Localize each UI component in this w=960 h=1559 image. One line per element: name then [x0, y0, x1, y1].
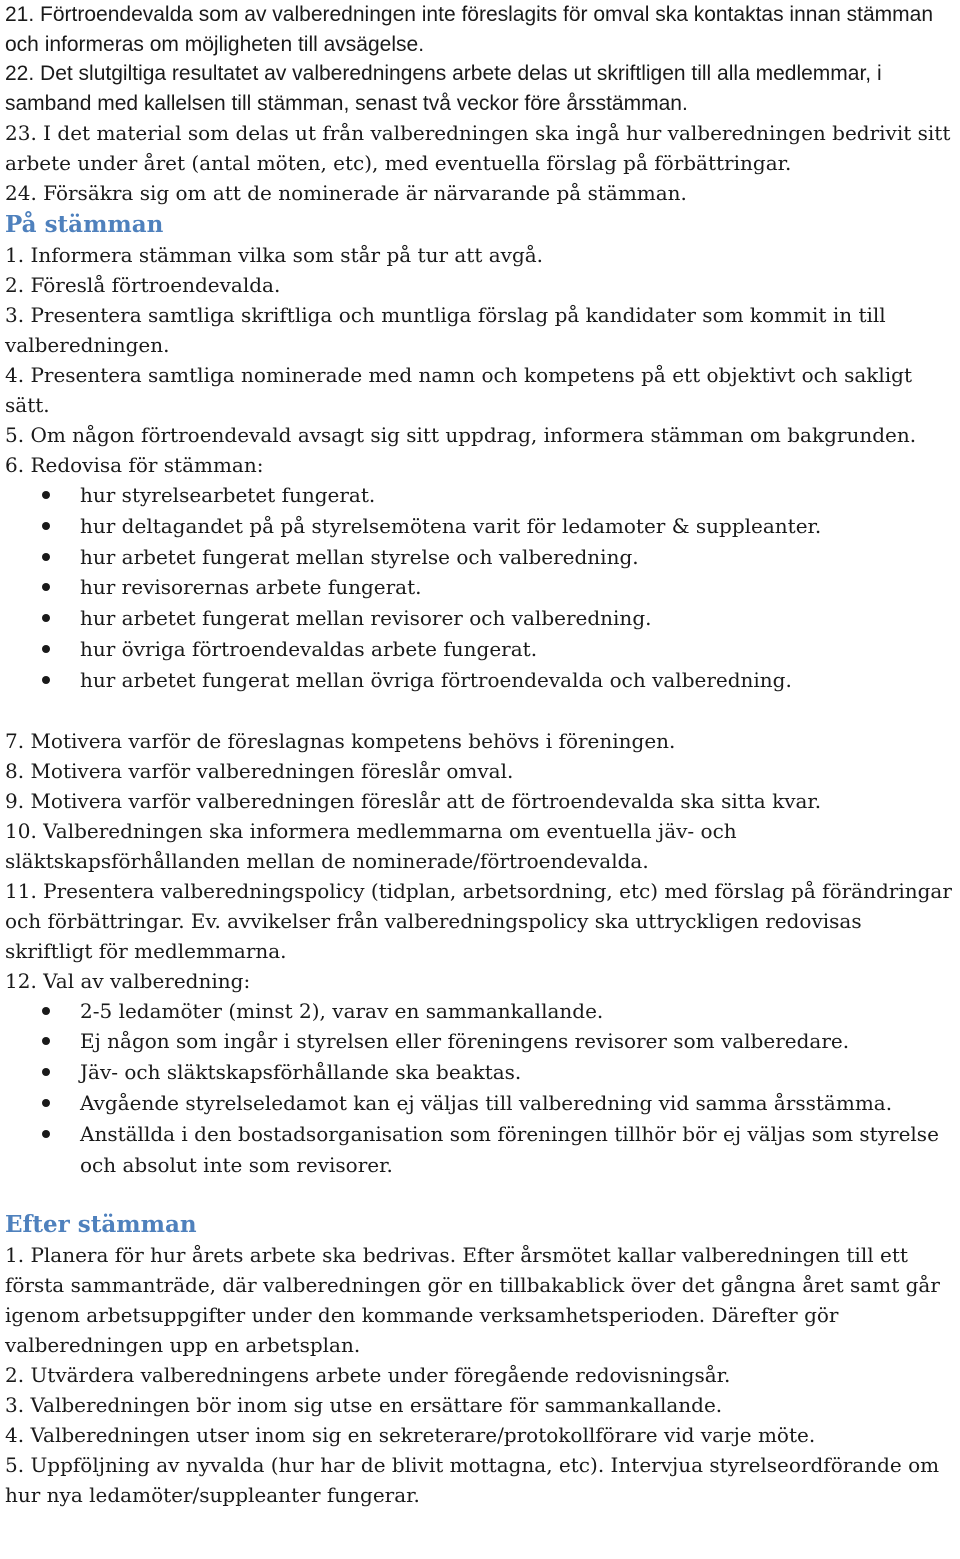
list-item-23: 23. I det material som delas ut från valberedningen ska ingå hur valberedningen bedrivit sitt arbete under året (antal möten, etc), med eventuella förslag på förbättringar.	[5, 121, 951, 175]
list-item: 2. Utvärdera valberedningens arbete under föregående redovisningsår.	[5, 1363, 731, 1388]
bullet-item: hur övriga förtroendevaldas arbete fungerat.	[5, 634, 955, 665]
list-item: 2. Föreslå förtroendevalda.	[5, 273, 281, 297]
document-page	[5, 0, 955, 1510]
list-item: 1. Informera stämman vilka som står på tur att avgå.	[5, 243, 544, 267]
bullet-item: hur arbetet fungerat mellan styrelse och valberedning.	[5, 542, 955, 573]
bullet-item: hur revisorernas arbete fungerat.	[5, 572, 955, 603]
bullet-item: hur styrelsearbetet fungerat.	[5, 480, 955, 511]
bullet-item: 2-5 ledamöter (minst 2), varav en sammankallande.	[5, 996, 955, 1027]
list-item: 4. Valberedningen utser inom sig en sekreterare/protokollförare vid varje möte.	[5, 1423, 816, 1448]
bullet-item: Avgående styrelseledamot kan ej väljas till valberedning vid samma årsstämma.	[5, 1088, 955, 1119]
bullet-icon	[42, 522, 50, 530]
bullet-item: hur deltagandet på på styrelsemötena varit för ledamoter & suppleanter.	[5, 511, 955, 542]
bullet-item: hur arbetet fungerat mellan revisorer och valberedning.	[5, 603, 955, 634]
bullet-icon	[42, 1007, 50, 1015]
list-item: 10. Valberedningen ska informera medlemmarna om eventuella jäv- och släktskapsförhållanden mellan de nominerade/förtroendevalda.	[5, 818, 737, 873]
list-item: 4. Presentera samtliga nominerade med namn och kompetens på ett objektivt och sakligt sätt.	[5, 363, 913, 417]
list-item-22: 22. Det slutgiltiga resultatet av valberedningens arbete delas ut skriftligen till alla medlemmar, i samband med kallelsen till stämman, senast två veckor före årsstämman.	[5, 62, 882, 115]
list-item: 5. Om någon förtroendevald avsagt sig sitt uppdrag, informera stämman om bakgrunden.	[5, 423, 917, 447]
bullet-icon	[42, 553, 50, 561]
bullet-icon	[42, 1037, 50, 1045]
bullet-icon	[42, 583, 50, 591]
list-item-24: 24. Försäkra sig om att de nominerade är närvarande på stämman.	[5, 181, 687, 205]
bullet-list-redovisa	[5, 480, 955, 696]
bullet-icon	[42, 1068, 50, 1076]
bullet-item: Ej någon som ingår i styrelsen eller föreningens revisorer som valberedare.	[5, 1026, 955, 1057]
list-item: 3. Presentera samtliga skriftliga och muntliga förslag på kandidater som kommit in till valberedningen.	[5, 303, 886, 357]
list-item: 6. Redovisa för stämman:	[5, 453, 264, 477]
list-item: 5. Uppföljning av nyvalda (hur har de blivit mottagna, etc). Intervjua styrelseordförande om hur nya ledamöter/suppleanter fungerar.	[5, 1453, 940, 1508]
list-item: 9. Motivera varför valberedningen föreslår att de förtroendevalda ska sitta kvar.	[5, 788, 822, 813]
bullet-icon	[42, 614, 50, 622]
list-item: 11. Presentera valberedningspolicy (tidplan, arbetsordning, etc) med förslag på förändringar och förbättringar. Ev. avvikelser från valberedningspolicy ska uttryckligen redovisas skriftligt för medlemmarna.	[5, 878, 952, 963]
bullet-item: hur arbetet fungerat mellan övriga förtroendevalda och valberedning.	[5, 665, 955, 696]
bullet-icon	[42, 491, 50, 499]
list-item: 3. Valberedningen bör inom sig utse en ersättare för sammankallande.	[5, 1393, 723, 1418]
bullet-item: Jäv- och släktskapsförhållande ska beaktas.	[5, 1057, 955, 1088]
section-heading-pa-stamman: På stämman	[5, 211, 164, 238]
bullet-item: Anställda i den bostadsorganisation som föreningen tillhör bör ej väljas som styrelse och absolut inte som revisorer.	[5, 1119, 955, 1181]
section-heading-efter-stamman: Efter stämman	[5, 1211, 197, 1239]
list-item: 8. Motivera varför valberedningen föreslår omval.	[5, 758, 514, 783]
bullet-icon	[42, 1130, 50, 1138]
list-item-21: 21. Förtroendevalda som av valberedningen inte föreslagits för omval ska kontaktas innan stämman och informeras om möjligheten till avsägelse.	[5, 3, 933, 56]
bullet-list-val-av-valberedning	[5, 996, 955, 1181]
list-item: 12. Val av valberedning:	[5, 968, 251, 993]
list-item: 1. Planera för hur årets arbete ska bedrivas. Efter årsmötet kallar valberedningen till ett första sammanträde, där valberedningen gör en tillbakablick över det gångna året samt går igenom arbetsuppgifter under den kommande verksamhetsperioden. Därefter gör valberedningen upp en arbetsplan.	[5, 1243, 940, 1358]
bullet-icon	[42, 645, 50, 653]
bullet-icon	[42, 1099, 50, 1107]
list-item: 7. Motivera varför de föreslagnas kompetens behövs i föreningen.	[5, 728, 676, 753]
bullet-icon	[42, 676, 50, 684]
